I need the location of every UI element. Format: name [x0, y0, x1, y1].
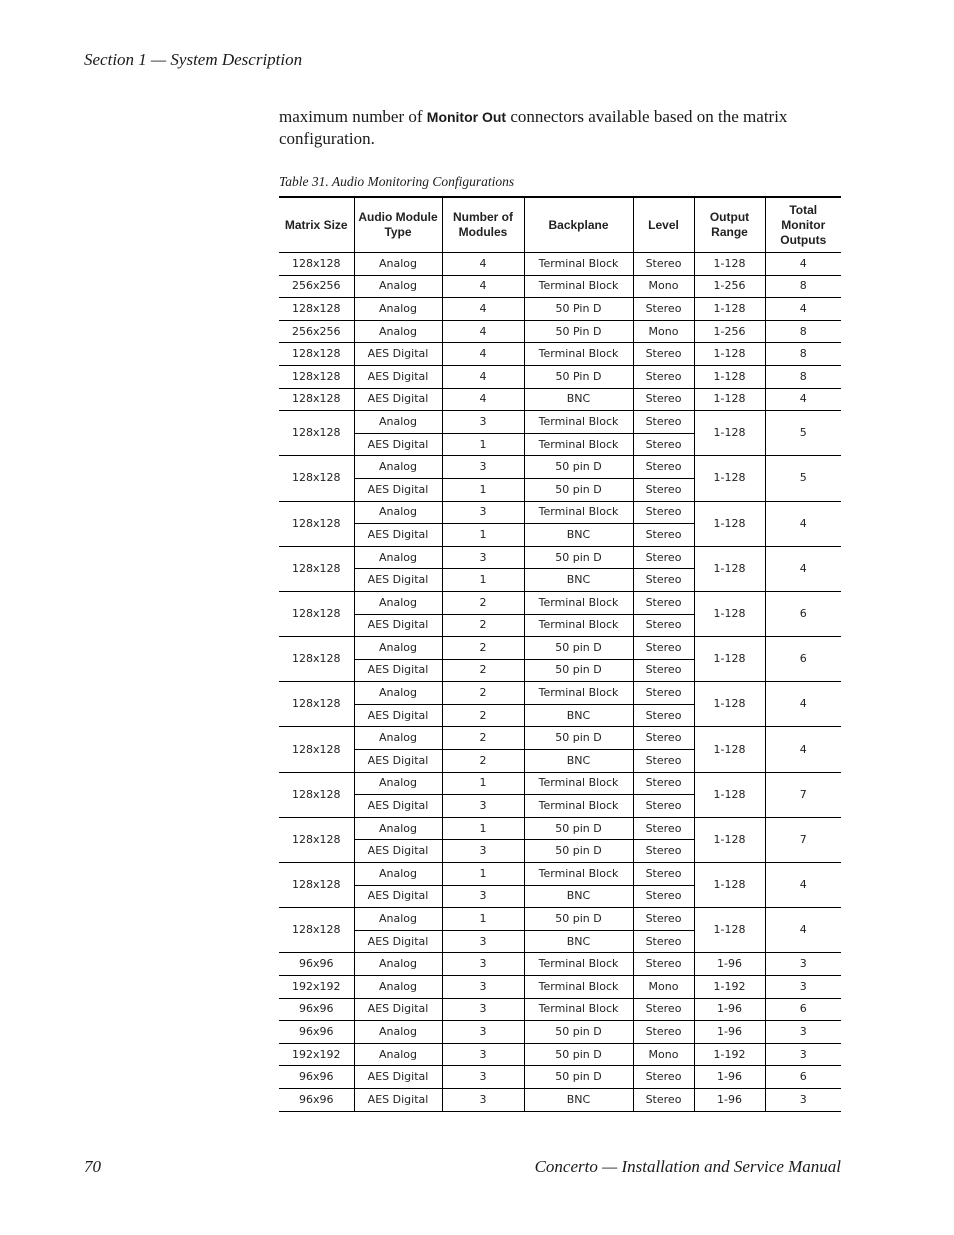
cell-level: Stereo — [633, 885, 694, 908]
cell-number-of-modules: 1 — [442, 863, 524, 886]
cell-level: Stereo — [633, 433, 694, 456]
cell-level: Stereo — [633, 659, 694, 682]
cell-level: Stereo — [633, 817, 694, 840]
cell-module-type: Analog — [354, 298, 442, 321]
cell-total-outputs: 4 — [765, 908, 841, 953]
cell-level: Stereo — [633, 546, 694, 569]
cell-level: Stereo — [633, 704, 694, 727]
cell-number-of-modules: 2 — [442, 750, 524, 773]
cell-number-of-modules: 3 — [442, 1021, 524, 1044]
cell-backplane: 50 pin D — [524, 546, 633, 569]
cell-matrix-size: 128x128 — [279, 343, 354, 366]
table-row — [279, 456, 841, 479]
cell-number-of-modules: 3 — [442, 998, 524, 1021]
cell-module-type: Analog — [354, 976, 442, 999]
cell-output-range: 1-128 — [694, 298, 765, 321]
cell-module-type: Analog — [354, 682, 442, 705]
cell-total-outputs: 3 — [765, 976, 841, 999]
cell-module-type: Analog — [354, 863, 442, 886]
cell-level: Stereo — [633, 524, 694, 547]
cell-backplane: 50 pin D — [524, 659, 633, 682]
cell-matrix-size: 128x128 — [279, 365, 354, 388]
cell-level: Stereo — [633, 998, 694, 1021]
cell-module-type: Analog — [354, 727, 442, 750]
cell-level: Mono — [633, 320, 694, 343]
cell-backplane: 50 pin D — [524, 637, 633, 660]
cell-module-type: Analog — [354, 456, 442, 479]
cell-backplane: BNC — [524, 388, 633, 411]
cell-number-of-modules: 3 — [442, 1043, 524, 1066]
cell-total-outputs: 7 — [765, 772, 841, 817]
footer-title: Concerto — Installation and Service Manual — [534, 1157, 841, 1176]
cell-output-range: 1-128 — [694, 863, 765, 908]
cell-backplane: 50 pin D — [524, 1043, 633, 1066]
cell-module-type: AES Digital — [354, 840, 442, 863]
cell-output-range: 1-128 — [694, 388, 765, 411]
cell-backplane: Terminal Block — [524, 411, 633, 434]
cell-module-type: Analog — [354, 275, 442, 298]
cell-level: Stereo — [633, 298, 694, 321]
cell-matrix-size: 128x128 — [279, 388, 354, 411]
cell-total-outputs: 3 — [765, 1088, 841, 1111]
cell-level: Stereo — [633, 727, 694, 750]
cell-number-of-modules: 3 — [442, 501, 524, 524]
cell-output-range: 1-128 — [694, 637, 765, 682]
cell-level: Stereo — [633, 953, 694, 976]
col-header-level: Level — [633, 197, 694, 253]
cell-number-of-modules: 1 — [442, 772, 524, 795]
table-row — [279, 501, 841, 524]
cell-number-of-modules: 3 — [442, 795, 524, 818]
cell-output-range: 1-128 — [694, 343, 765, 366]
cell-total-outputs: 3 — [765, 1021, 841, 1044]
cell-number-of-modules: 3 — [442, 953, 524, 976]
cell-number-of-modules: 4 — [442, 320, 524, 343]
cell-total-outputs: 7 — [765, 817, 841, 862]
cell-output-range: 1-128 — [694, 817, 765, 862]
cell-output-range: 1-256 — [694, 320, 765, 343]
cell-number-of-modules: 3 — [442, 840, 524, 863]
intro-emphasis: Monitor Out — [426, 109, 507, 125]
table-row — [279, 1043, 841, 1066]
cell-backplane: 50 pin D — [524, 840, 633, 863]
cell-matrix-size: 128x128 — [279, 908, 354, 953]
cell-backplane: 50 pin D — [524, 478, 633, 501]
table-row — [279, 388, 841, 411]
cell-backplane: 50 Pin D — [524, 320, 633, 343]
cell-total-outputs: 8 — [765, 275, 841, 298]
table-row — [279, 298, 841, 321]
cell-output-range: 1-96 — [694, 1066, 765, 1089]
cell-level: Stereo — [633, 411, 694, 434]
cell-output-range: 1-128 — [694, 546, 765, 591]
table-row — [279, 1021, 841, 1044]
cell-level: Stereo — [633, 614, 694, 637]
cell-module-type: Analog — [354, 1043, 442, 1066]
cell-module-type: AES Digital — [354, 433, 442, 456]
cell-number-of-modules: 4 — [442, 275, 524, 298]
cell-backplane: Terminal Block — [524, 253, 633, 276]
cell-level: Stereo — [633, 388, 694, 411]
cell-matrix-size: 128x128 — [279, 456, 354, 501]
cell-matrix-size: 128x128 — [279, 501, 354, 546]
cell-number-of-modules: 2 — [442, 704, 524, 727]
cell-backplane: Terminal Block — [524, 682, 633, 705]
table-row — [279, 320, 841, 343]
cell-number-of-modules: 4 — [442, 253, 524, 276]
cell-total-outputs: 5 — [765, 456, 841, 501]
table-row — [279, 863, 841, 886]
cell-backplane: 50 pin D — [524, 727, 633, 750]
cell-number-of-modules: 4 — [442, 343, 524, 366]
cell-matrix-size: 128x128 — [279, 546, 354, 591]
cell-module-type: AES Digital — [354, 998, 442, 1021]
cell-backplane: BNC — [524, 885, 633, 908]
cell-module-type: Analog — [354, 253, 442, 276]
cell-output-range: 1-96 — [694, 953, 765, 976]
cell-backplane: Terminal Block — [524, 275, 633, 298]
cell-output-range: 1-96 — [694, 998, 765, 1021]
table-header-row — [279, 197, 841, 253]
cell-module-type: AES Digital — [354, 614, 442, 637]
table-row — [279, 682, 841, 705]
cell-matrix-size: 96x96 — [279, 1066, 354, 1089]
cell-matrix-size: 128x128 — [279, 772, 354, 817]
cell-module-type: Analog — [354, 817, 442, 840]
cell-output-range: 1-256 — [694, 275, 765, 298]
cell-number-of-modules: 1 — [442, 569, 524, 592]
cell-module-type: Analog — [354, 546, 442, 569]
cell-backplane: Terminal Block — [524, 433, 633, 456]
cell-number-of-modules: 1 — [442, 524, 524, 547]
cell-level: Stereo — [633, 795, 694, 818]
running-header: Section 1 — System Description — [84, 50, 303, 69]
table-row — [279, 976, 841, 999]
cell-matrix-size: 128x128 — [279, 682, 354, 727]
cell-backplane: BNC — [524, 1088, 633, 1111]
cell-level: Stereo — [633, 750, 694, 773]
cell-backplane: 50 pin D — [524, 456, 633, 479]
cell-module-type: AES Digital — [354, 1088, 442, 1111]
col-header-output-range: Output Range — [694, 197, 765, 253]
cell-matrix-size: 256x256 — [279, 320, 354, 343]
table-row — [279, 591, 841, 614]
table-row — [279, 817, 841, 840]
cell-backplane: 50 pin D — [524, 1066, 633, 1089]
cell-backplane: Terminal Block — [524, 614, 633, 637]
cell-module-type: AES Digital — [354, 659, 442, 682]
cell-level: Stereo — [633, 863, 694, 886]
cell-number-of-modules: 2 — [442, 659, 524, 682]
cell-module-type: AES Digital — [354, 750, 442, 773]
cell-number-of-modules: 3 — [442, 411, 524, 434]
cell-number-of-modules: 2 — [442, 591, 524, 614]
cell-number-of-modules: 3 — [442, 930, 524, 953]
cell-backplane: Terminal Block — [524, 591, 633, 614]
cell-level: Stereo — [633, 456, 694, 479]
cell-output-range: 1-192 — [694, 976, 765, 999]
table-row — [279, 772, 841, 795]
cell-module-type: AES Digital — [354, 1066, 442, 1089]
cell-matrix-size: 96x96 — [279, 1021, 354, 1044]
cell-level: Stereo — [633, 840, 694, 863]
table-body — [279, 253, 841, 1112]
cell-backplane: BNC — [524, 750, 633, 773]
table-row — [279, 275, 841, 298]
cell-number-of-modules: 4 — [442, 298, 524, 321]
cell-module-type: AES Digital — [354, 343, 442, 366]
cell-module-type: Analog — [354, 637, 442, 660]
cell-module-type: Analog — [354, 591, 442, 614]
table-row — [279, 1088, 841, 1111]
cell-output-range: 1-128 — [694, 365, 765, 388]
cell-matrix-size: 128x128 — [279, 298, 354, 321]
cell-number-of-modules: 3 — [442, 546, 524, 569]
cell-module-type: AES Digital — [354, 388, 442, 411]
col-header-total-outputs: Total Monitor Outputs — [765, 197, 841, 253]
cell-number-of-modules: 1 — [442, 908, 524, 931]
cell-module-type: Analog — [354, 908, 442, 931]
cell-number-of-modules: 1 — [442, 433, 524, 456]
cell-module-type: AES Digital — [354, 478, 442, 501]
cell-total-outputs: 5 — [765, 411, 841, 456]
cell-level: Stereo — [633, 930, 694, 953]
cell-matrix-size: 192x192 — [279, 976, 354, 999]
cell-backplane: BNC — [524, 930, 633, 953]
cell-total-outputs: 6 — [765, 637, 841, 682]
table-caption: Table 31. Audio Monitoring Configurations — [279, 174, 515, 189]
cell-output-range: 1-128 — [694, 411, 765, 456]
cell-module-type: Analog — [354, 411, 442, 434]
table-row — [279, 727, 841, 750]
cell-backplane: Terminal Block — [524, 998, 633, 1021]
cell-backplane: BNC — [524, 569, 633, 592]
cell-output-range: 1-128 — [694, 682, 765, 727]
cell-backplane: Terminal Block — [524, 953, 633, 976]
cell-total-outputs: 8 — [765, 343, 841, 366]
cell-total-outputs: 4 — [765, 863, 841, 908]
cell-total-outputs: 8 — [765, 320, 841, 343]
cell-matrix-size: 128x128 — [279, 253, 354, 276]
cell-module-type: AES Digital — [354, 930, 442, 953]
cell-total-outputs: 6 — [765, 591, 841, 636]
cell-module-type: AES Digital — [354, 795, 442, 818]
cell-number-of-modules: 2 — [442, 637, 524, 660]
cell-level: Stereo — [633, 253, 694, 276]
cell-level: Mono — [633, 275, 694, 298]
cell-module-type: Analog — [354, 953, 442, 976]
cell-matrix-size: 256x256 — [279, 275, 354, 298]
cell-total-outputs: 6 — [765, 1066, 841, 1089]
cell-backplane: Terminal Block — [524, 795, 633, 818]
cell-level: Stereo — [633, 365, 694, 388]
cell-level: Stereo — [633, 591, 694, 614]
table-row — [279, 365, 841, 388]
cell-module-type: Analog — [354, 501, 442, 524]
cell-total-outputs: 4 — [765, 546, 841, 591]
table-row — [279, 411, 841, 434]
cell-backplane: 50 pin D — [524, 908, 633, 931]
cell-matrix-size: 96x96 — [279, 953, 354, 976]
col-header-module-type: Audio Module Type — [354, 197, 442, 253]
cell-level: Stereo — [633, 569, 694, 592]
cell-level: Mono — [633, 1043, 694, 1066]
cell-module-type: Analog — [354, 320, 442, 343]
cell-backplane: BNC — [524, 704, 633, 727]
cell-backplane: BNC — [524, 524, 633, 547]
page-number: 70 — [84, 1157, 101, 1176]
table-row — [279, 998, 841, 1021]
cell-module-type: Analog — [354, 1021, 442, 1044]
cell-output-range: 1-96 — [694, 1021, 765, 1044]
cell-matrix-size: 96x96 — [279, 1088, 354, 1111]
cell-total-outputs: 4 — [765, 501, 841, 546]
col-header-backplane: Backplane — [524, 197, 633, 253]
cell-output-range: 1-128 — [694, 591, 765, 636]
table-row — [279, 1066, 841, 1089]
audio-monitoring-table — [279, 196, 841, 1112]
cell-level: Stereo — [633, 478, 694, 501]
cell-backplane: Terminal Block — [524, 863, 633, 886]
cell-output-range: 1-128 — [694, 727, 765, 772]
cell-output-range: 1-128 — [694, 456, 765, 501]
cell-total-outputs: 4 — [765, 388, 841, 411]
cell-backplane: Terminal Block — [524, 343, 633, 366]
cell-output-range: 1-128 — [694, 501, 765, 546]
cell-matrix-size: 96x96 — [279, 998, 354, 1021]
cell-level: Stereo — [633, 1021, 694, 1044]
cell-number-of-modules: 3 — [442, 1088, 524, 1111]
cell-number-of-modules: 2 — [442, 727, 524, 750]
cell-total-outputs: 3 — [765, 1043, 841, 1066]
cell-number-of-modules: 1 — [442, 478, 524, 501]
cell-total-outputs: 4 — [765, 253, 841, 276]
table-row — [279, 546, 841, 569]
table-row — [279, 953, 841, 976]
cell-backplane: Terminal Block — [524, 976, 633, 999]
table-row — [279, 343, 841, 366]
cell-number-of-modules: 1 — [442, 817, 524, 840]
cell-total-outputs: 8 — [765, 365, 841, 388]
cell-backplane: 50 Pin D — [524, 365, 633, 388]
cell-level: Stereo — [633, 637, 694, 660]
cell-number-of-modules: 2 — [442, 614, 524, 637]
cell-module-type: AES Digital — [354, 885, 442, 908]
cell-number-of-modules: 3 — [442, 976, 524, 999]
cell-module-type: AES Digital — [354, 365, 442, 388]
cell-output-range: 1-96 — [694, 1088, 765, 1111]
intro-text-after: connectors available based on the matrix configuration. — [279, 107, 788, 148]
cell-level: Stereo — [633, 343, 694, 366]
cell-output-range: 1-128 — [694, 253, 765, 276]
cell-total-outputs: 4 — [765, 727, 841, 772]
cell-backplane: Terminal Block — [524, 772, 633, 795]
intro-text-before: maximum number of — [279, 107, 427, 126]
cell-level: Stereo — [633, 1066, 694, 1089]
cell-total-outputs: 4 — [765, 298, 841, 321]
cell-module-type: AES Digital — [354, 704, 442, 727]
cell-level: Mono — [633, 976, 694, 999]
cell-matrix-size: 128x128 — [279, 591, 354, 636]
cell-module-type: Analog — [354, 772, 442, 795]
cell-module-type: AES Digital — [354, 524, 442, 547]
cell-backplane: 50 pin D — [524, 817, 633, 840]
cell-number-of-modules: 3 — [442, 885, 524, 908]
cell-backplane: 50 pin D — [524, 1021, 633, 1044]
cell-total-outputs: 6 — [765, 998, 841, 1021]
cell-level: Stereo — [633, 682, 694, 705]
cell-output-range: 1-128 — [694, 772, 765, 817]
cell-total-outputs: 4 — [765, 682, 841, 727]
cell-backplane: 50 Pin D — [524, 298, 633, 321]
cell-matrix-size: 128x128 — [279, 637, 354, 682]
cell-matrix-size: 128x128 — [279, 727, 354, 772]
cell-matrix-size: 128x128 — [279, 411, 354, 456]
cell-module-type: AES Digital — [354, 569, 442, 592]
cell-level: Stereo — [633, 1088, 694, 1111]
table-row — [279, 253, 841, 276]
cell-matrix-size: 128x128 — [279, 863, 354, 908]
cell-level: Stereo — [633, 772, 694, 795]
cell-matrix-size: 192x192 — [279, 1043, 354, 1066]
cell-number-of-modules: 4 — [442, 365, 524, 388]
cell-matrix-size: 128x128 — [279, 817, 354, 862]
cell-level: Stereo — [633, 501, 694, 524]
cell-number-of-modules: 3 — [442, 456, 524, 479]
cell-backplane: Terminal Block — [524, 501, 633, 524]
table-row — [279, 637, 841, 660]
cell-total-outputs: 3 — [765, 953, 841, 976]
cell-number-of-modules: 4 — [442, 388, 524, 411]
col-header-matrix-size: Matrix Size — [279, 197, 354, 253]
intro-paragraph — [279, 106, 844, 149]
cell-number-of-modules: 3 — [442, 1066, 524, 1089]
cell-number-of-modules: 2 — [442, 682, 524, 705]
col-header-number-of-modules: Number of Modules — [442, 197, 524, 253]
cell-level: Stereo — [633, 908, 694, 931]
cell-output-range: 1-128 — [694, 908, 765, 953]
table-row — [279, 908, 841, 931]
cell-output-range: 1-192 — [694, 1043, 765, 1066]
